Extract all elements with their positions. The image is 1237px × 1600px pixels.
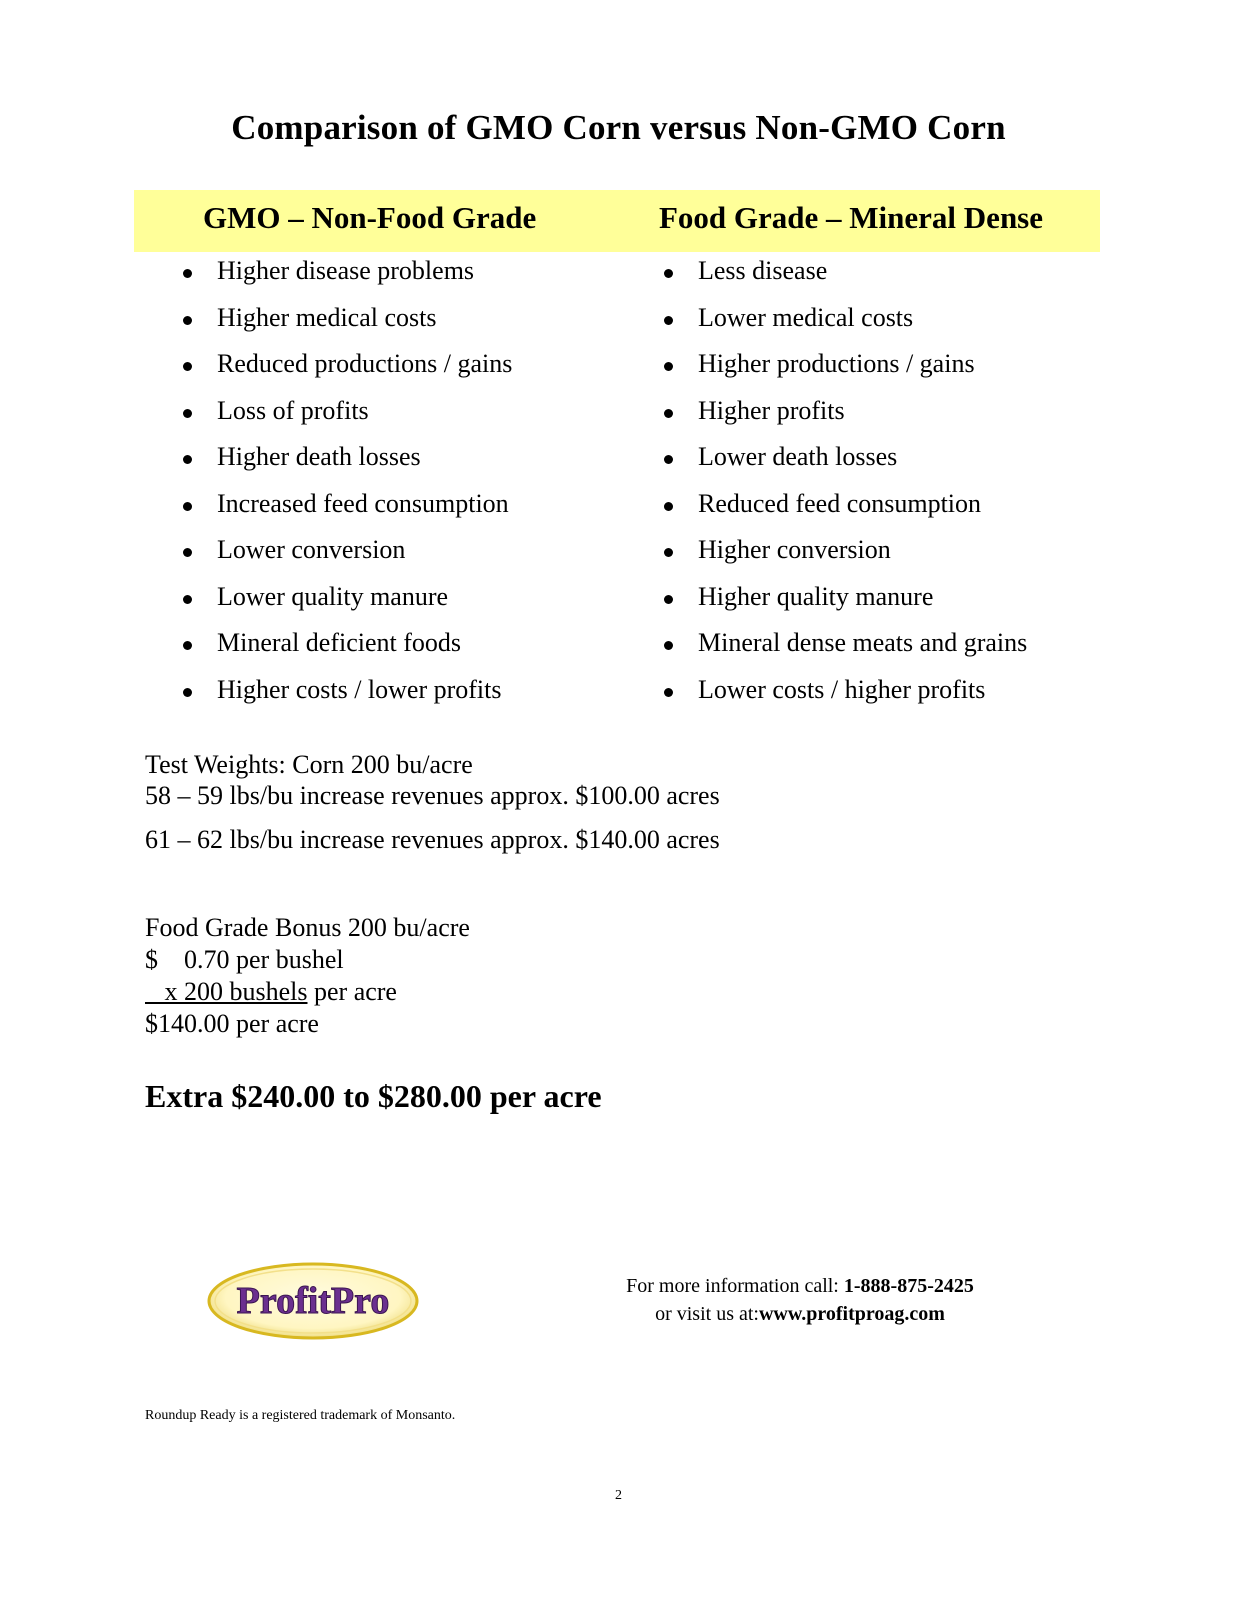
list-item: Lower quality manure [180,582,512,629]
list-item: Reduced feed consumption [661,489,1027,536]
profitpro-logo [206,1261,420,1341]
list-item: Higher death losses [180,442,512,489]
contact-call-label: For more information call: [626,1275,844,1297]
list-item: Lower medical costs [661,303,1027,350]
bonus-bushels-underlined: x 200 bushels [145,977,308,1006]
bonus-multiplier-rest: per acre [307,977,397,1006]
food-grade-bonus-heading: Food Grade Bonus 200 bu/acre [145,913,470,942]
test-weights-heading: Test Weights: Corn 200 bu/acre [145,750,473,779]
contact-visit-label: or visit us at: [655,1303,759,1325]
gmo-list [180,256,512,721]
logo-text: ProfitPro [236,1280,390,1322]
page-number: 2 [615,1488,622,1503]
list-item: Lower death losses [661,442,1027,489]
list-item: Higher quality manure [661,582,1027,629]
food-grade-column-heading: Food Grade – Mineral Dense [659,200,1044,235]
contact-website-link[interactable]: www.profitproag.com [758,1303,945,1325]
list-item: Reduced productions / gains [180,349,512,396]
profitpro-logo-icon [206,1261,420,1341]
bonus-per-bushel-text: $ 0.70 per bushel [145,945,344,974]
list-item: Higher profits [661,396,1027,443]
contact-website-line [560,1300,1040,1328]
list-item: Higher conversion [661,535,1027,582]
list-item: Mineral deficient foods [180,628,512,675]
list-item: Loss of profits [180,396,512,443]
list-item: Less disease [661,256,1027,303]
trademark-notice: Roundup Ready is a registered trademark of Monsanto. [145,1408,456,1423]
gmo-column-heading: GMO – Non-Food Grade [203,200,537,235]
list-item: Higher disease problems [180,256,512,303]
list-item: Higher productions / gains [661,349,1027,396]
list-item: Increased feed consumption [180,489,512,536]
bonus-total: $140.00 per acre [145,1009,319,1038]
bonus-multiplier [145,976,397,1008]
list-item: Lower conversion [180,535,512,582]
list-item: Higher costs / lower profits [180,675,512,722]
food-grade-list [661,256,1027,721]
bonus-per-bushel [145,944,344,976]
page-title: Comparison of GMO Corn versus Non-GMO Corn [231,108,1006,147]
contact-phone-line [560,1272,1040,1300]
test-weights-line: 58 – 59 lbs/bu increase revenues approx. $100.00 acres [145,781,720,810]
list-item: Higher medical costs [180,303,512,350]
list-item: Lower costs / higher profits [661,675,1027,722]
list-item: Mineral dense meats and grains [661,628,1027,675]
extra-revenue-summary: Extra $240.00 to $280.00 per acre [145,1078,602,1114]
contact-phone: 1-888-875-2425 [843,1275,974,1297]
test-weights-line: 61 – 62 lbs/bu increase revenues approx. $140.00 acres [145,825,720,854]
